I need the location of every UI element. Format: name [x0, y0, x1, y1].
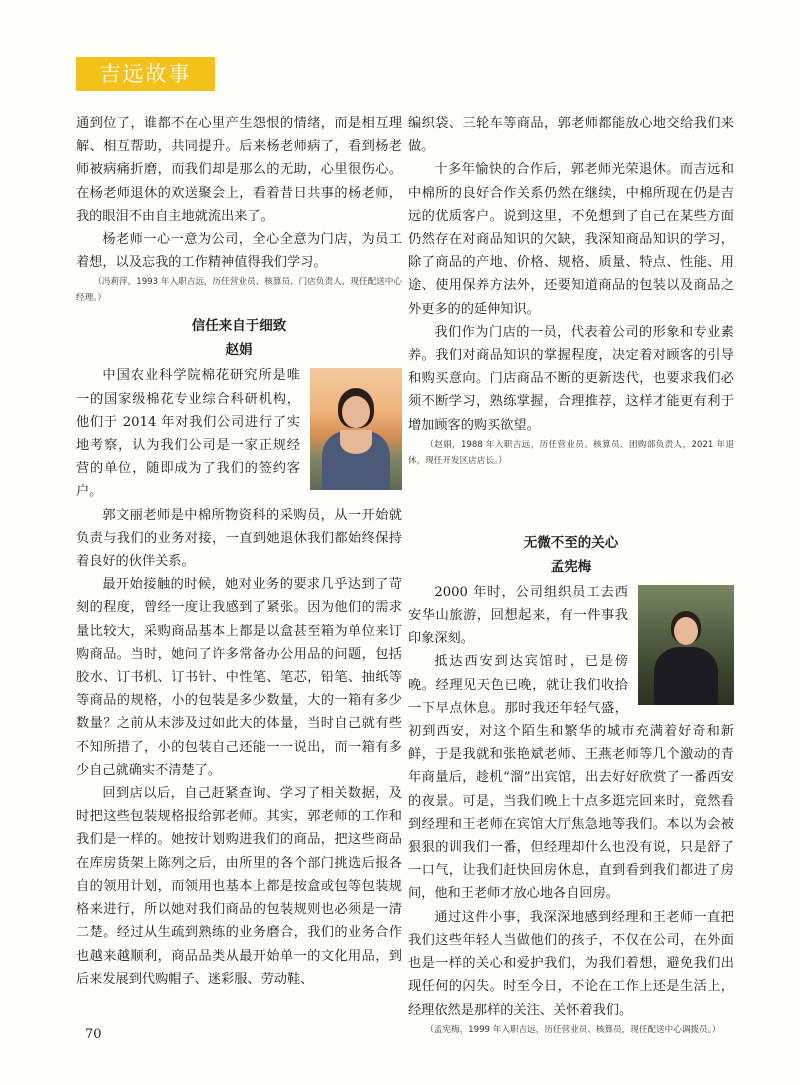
section-title-tag: 吉远故事	[76, 57, 215, 91]
paragraph: 中国农业科学院棉花研究所是唯一的国家级棉花专业综合科研机构，他们于 2014 年对我们公司进行了实地考察，认为我们公司是一家正规经营的单位，随即成为了我们的签约客户。	[76, 368, 300, 500]
author-note: （孟宪梅，1999 年入职吉远，历任营业员、核算员，现任配送中心调拨员。）	[425, 1024, 721, 1035]
paragraph: 回到店以后，自己赶紧查询、学习了相关数据，及时把这些包装规格报给郭老师。其实，郭老师的工作和我们是一样的。她按计划购进我们的商品，把这些商品在库房货架上陈列之后，由所里的各个部门挑选后报各自的领用计划，而领用也基本上都是按盒或包等包装规格来进行，所以她对我们商品的包装规则也必须是一清二楚。经过从生疏到熟练的业务磨合，我们的业务合作也越来越顺利，商品品类从最开始单一的文化用品，到后来发展到代购帽子、迷彩服、劳动鞋、	[76, 786, 402, 987]
author-photo	[638, 585, 734, 705]
paragraph: 2000 年时，公司组织员工去西安华山旅游，回想起来，有一件事我印象深刻。	[408, 584, 628, 647]
paragraph: 编织袋、三轮车等商品，郭老师都能放心地交给我们来做。	[408, 116, 734, 155]
author-note: （赵娟，1988 年入职吉远，历任营业员、核算员、团购部负责人，2021 年退休，现任开发区店店长。）	[408, 439, 734, 466]
page-number: 70	[85, 1027, 102, 1042]
article-author: 孟宪梅	[550, 558, 592, 575]
paragraph: 十多年愉快的合作后，郭老师光荣退休。而吉远和中棉所的良好合作关系仍然在继续，中棉所现在仍是吉远的优质客户。说到这里，不免想到了自己在某些方面仍然存在对商品知识的欠缺，我深知商品知识的学习，除了商品的产地、价格、规格、质量、特点、性能、用途、使用保养方法外，还要知道商品的包装以及商品之外更多的的延伸知识。	[408, 162, 734, 317]
paragraph: 抵达西安到达宾馆时，已是傍晚。经理见天色已晚，就让我们收拾一下早点休息。那时我还年轻气盛，初到西安，对这个陌生和繁华的城市充满着好奇和新鲜，于是我就和张艳斌老师、王燕老师等几个激动的青年商量后，趁机“溜”出宾馆，出去好好欣赏了一番西安的夜景。可是，当我们晚上十点多逛完回来时，竟然看到经理和王老师在宾馆大厅焦急地等我们。本以为会被狠狠的训我们一番，但经理却什么也没有说，只是舒了一口气，让我们赶快回房休息，直到看到我们都进了房间，他和王老师才放心地各自回房。	[408, 654, 734, 902]
paragraph: 郭文丽老师是中棉所物资科的采购员，从一开始就负责与我们的业务对接，一直到她退休我们都始终保持着良好的伙伴关系。	[76, 507, 402, 570]
paragraph: 通过这件小事，我深深地感到经理和王老师一直把我们这些年轻人当做他们的孩子，不仅在公司，在外面也是一样的关心和爱护我们，为我们着想，避免我们出现任何的闪失。时至今日，不论在工作上还是生活上，经理依然是那样的关注、关怀着我们。	[408, 909, 734, 1018]
spacer	[408, 477, 734, 523]
paragraph: 杨老师一心一意为公司，全心全意为门店，为员工着想，以及忘我的工作精神值得我们学习。	[76, 232, 402, 271]
paragraph: 最开始接触的时候，她对业务的要求几乎达到了苛刻的程度，曾经一度让我感到了紧张。因为他们的需求量比较大，采购商品基本上都是以盒甚至箱为单位来订购商品。当时，她问了许多常备办公用品的问题，包括胶水、订书机、订书针、中性笔、笔芯，铅笔、抽纸等等商品的规格，小的包装是多少数量，大的一箱有多少数量？之前从未涉及过如此大的体量，当时自己就有些不知所措了，小的包装自己还能一一说出，而一箱有多少自己就确实不清楚了。	[76, 577, 402, 778]
article-author: 赵娟	[225, 342, 253, 359]
article-title: 无微不至的关心	[523, 534, 619, 551]
article-title: 信任来自于细致	[191, 318, 287, 335]
left-column	[76, 112, 402, 991]
paragraph: 通到位了，谁都不在心里产生怨恨的情绪，而是相互理解、相互帮助，共同提升。后来杨老师病了，看到杨老师被病痛折磨，而我们却是那么的无助，心里很伤心。在杨老师退休的欢送聚会上，看着昔日共事的杨老师，我的眼泪不由自主地就流出来了。	[76, 116, 402, 224]
author-note: （冯莉萍，1993 年入职吉远，历任营业员、核算员、门店负责人，现任配送中心经理。）	[76, 277, 402, 304]
paragraph: 我们作为门店的一员，代表着公司的形象和专业素养。我们对商品知识的掌握程度，决定着对顾客的引导和购买意向。门店商品不断的更新迭代，也要求我们必须不断学习，熟练掌握，合理推荐，这样才能更有利于增加顾客的购买欲望。	[408, 324, 734, 433]
author-photo	[310, 368, 402, 490]
right-column	[408, 112, 734, 1046]
